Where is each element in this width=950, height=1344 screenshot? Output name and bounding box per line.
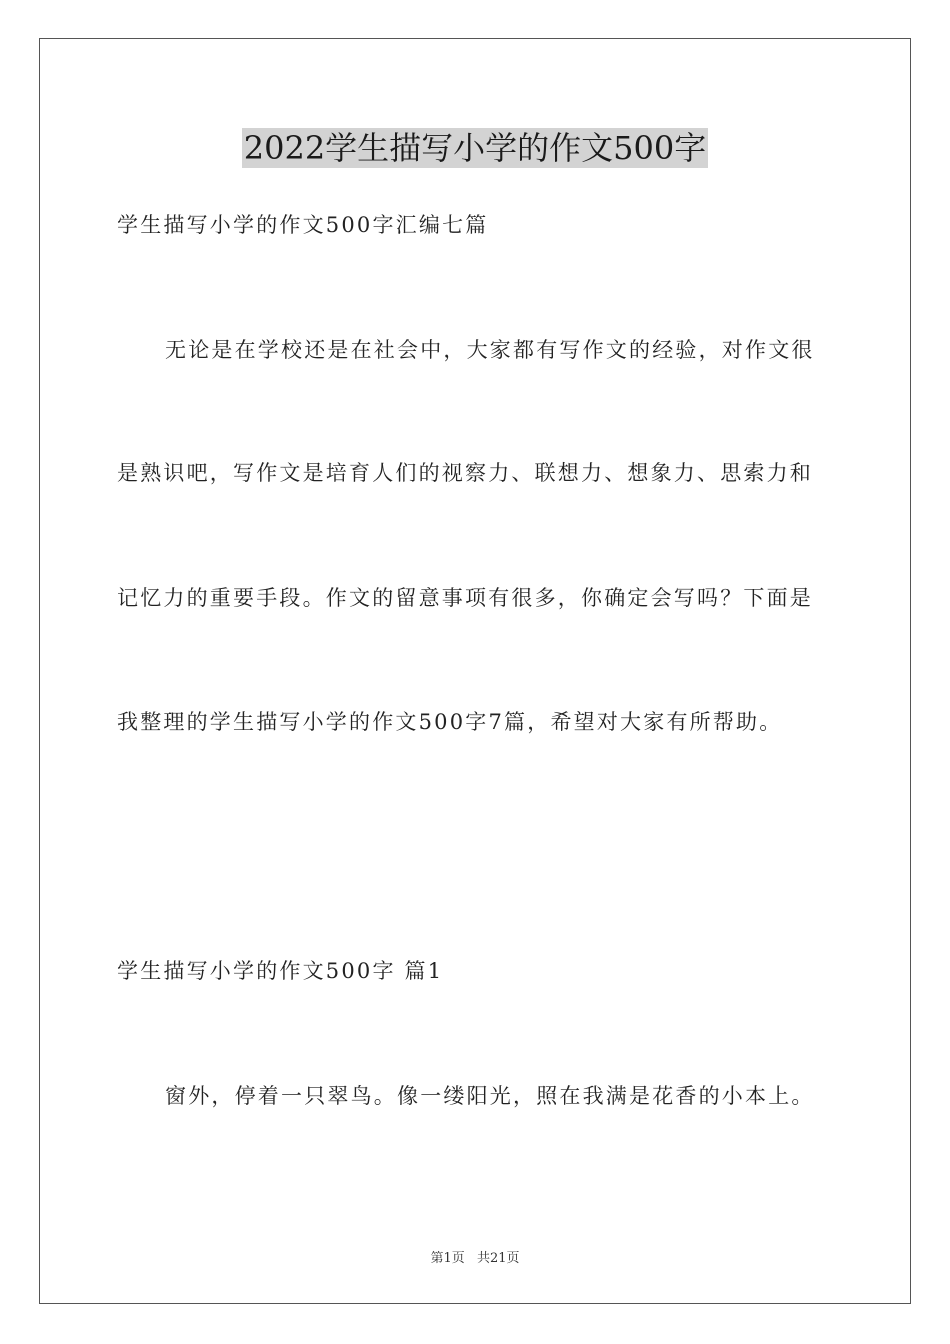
paragraph-line: 无论是在学校还是在社会中，大家都有写作文的经验，对作文很 <box>165 338 815 362</box>
paragraph-line: 我整理的学生描写小学的作文500字7篇，希望对大家有所帮助。 <box>117 710 783 734</box>
page-count: 共21页 <box>476 1251 520 1266</box>
document-title: 2022学生描写小学的作文500字 <box>243 129 707 167</box>
title-container <box>0 128 950 168</box>
document-subtitle: 学生描写小学的作文500字汇编七篇 <box>117 213 489 237</box>
page-footer <box>0 1247 950 1266</box>
paragraph-line: 是熟识吧，写作文是培育人们的视察力、联想力、想象力、思索力和 <box>117 461 813 485</box>
paragraph-line: 记忆力的重要手段。作文的留意事项有很多，你确定会写吗？下面是 <box>117 586 813 610</box>
page-number: 第1页 <box>430 1251 465 1266</box>
paragraph-line: 窗外，停着一只翠鸟。像一缕阳光，照在我满是花香的小本上。 <box>165 1084 815 1108</box>
section-heading: 学生描写小学的作文500字 篇1 <box>117 959 444 983</box>
